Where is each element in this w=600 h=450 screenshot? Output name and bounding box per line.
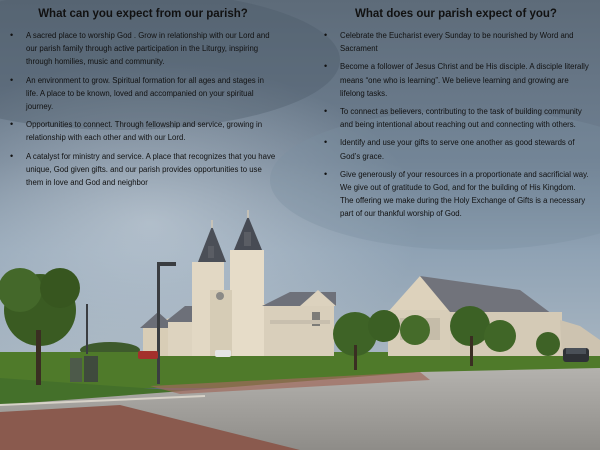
list-item: • Opportunities to connect. Through fellowship and service, growing in relationship with each other and with our Lord. (26, 118, 278, 144)
list-item: • Identify and use your gifts to serve one another as good stewards of God’s grace. (340, 136, 590, 162)
list-item: • Become a follower of Jesus Christ and be His disciple. A disciple literally means “one who is learning”. We believe learning and growing are lifelong tasks. (340, 60, 590, 100)
list-item: • To connect as believers, contributing to the task of building community and being intentional about reaching out and connecting with others. (340, 105, 590, 131)
list-item: • Celebrate the Eucharist every Sunday to be nourished by Word and Sacrament (340, 29, 590, 55)
list-item: • Give generously of your resources in a proportionate and sacrificial way. We give out of gratitude to God, and for the building of His Kingdom. The offering we make during the Holy Exchange of Gifts is a necessary part of our thankful worship of God. (340, 168, 590, 221)
left-column (8, 8, 278, 194)
list-item: • A catalyst for ministry and service. A place that recognizes that you have unique, God given gifts. and our parish provides opportunities to use them in love and God and neighbor (26, 150, 278, 190)
list-item: • An environment to grow. Spiritual formation for all ages and stages in life. A place to be known, loved and accompanied on your spiritual journey. (26, 74, 278, 114)
right-column (322, 8, 590, 226)
right-heading: What does our parish expect of you? (355, 8, 557, 20)
right-list (322, 29, 590, 221)
trash-bins (70, 356, 98, 382)
left-list (8, 29, 278, 189)
left-heading: What can you expect from our parish? (38, 8, 248, 20)
list-item: • A sacred place to worship God . Grow in relationship with our Lord and our parish family through active participation in the Liturgy, inspiring through homilies, music and community. (26, 29, 278, 69)
